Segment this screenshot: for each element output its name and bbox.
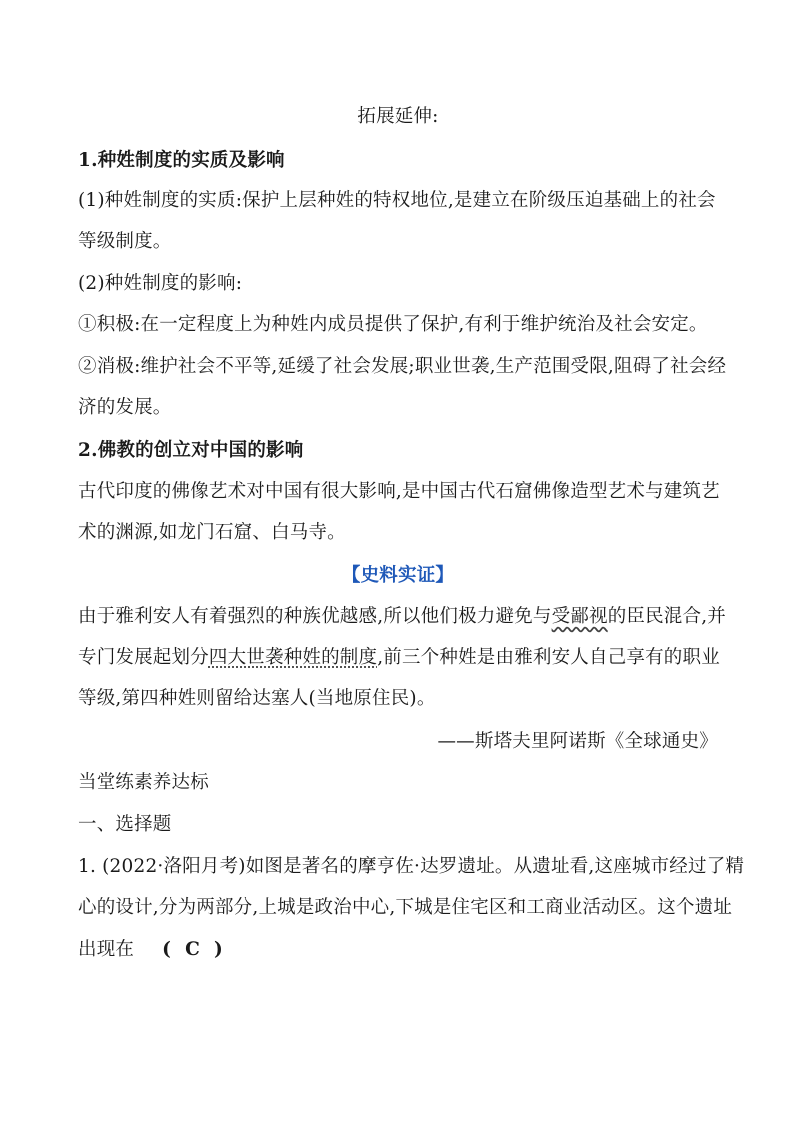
question1-line2: 心的设计,分为两部分,上城是政治中心,下城是住宅区和工商业活动区。这个遗址 (78, 897, 733, 918)
evidence-source: ——斯塔夫里阿诺斯《全球通史》 (437, 731, 718, 752)
section1-paragraph2: (2)种姓制度的影响: (78, 273, 243, 294)
evidence-line1-text-a: 由于雅利安人有着强烈的种族优越感,所以他们极力避免与 (78, 606, 552, 627)
section1-paragraph1-line2: 等级制度。 (78, 231, 172, 252)
evidence-title: 【史料实证】 (341, 565, 455, 586)
section1-paragraph1-line1: (1)种姓制度的实质:保护上层种姓的特权地位,是建立在阶级压迫基础上的社会 (78, 190, 716, 211)
evidence-line2-text-a: 专门发展起划分 (78, 647, 209, 668)
evidence-line2 (78, 645, 718, 671)
evidence-line1-text-b: 的臣民混合,并 (607, 606, 726, 627)
question1-line3 (78, 937, 718, 963)
answer-open-paren: ( (162, 939, 172, 960)
question1-stem-end: 出现在 (78, 939, 135, 960)
section1-paragraph3: ①积极:在一定程度上为种姓内成员提供了保护,有利于维护统治及社会安定。 (78, 314, 708, 335)
section1-paragraph4-line2: 济的发展。 (78, 397, 172, 418)
evidence-line1 (78, 604, 726, 630)
section2-heading: 2.佛教的创立对中国的影响 (78, 440, 304, 461)
evidence-dotted-underline: 四大世袭种姓的制度 (208, 647, 378, 668)
section2-paragraph-line1: 古代印度的佛像艺术对中国有很大影响,是中国古代石窟佛像造型艺术与建筑艺 (78, 481, 720, 502)
answer-letter: C (185, 939, 201, 960)
question1-line1: 1. (2022·洛阳月考)如图是著名的摩亨佐·达罗遗址。从遗址看,这座城市经过了精 (78, 856, 745, 877)
extension-title: 拓展延伸: (357, 106, 439, 127)
evidence-wavy-underline: 受鄙视 (551, 606, 608, 627)
practice-heading: 当堂练素养达标 (78, 772, 209, 793)
answer-bracket (162, 937, 223, 963)
evidence-line3: 等级,第四种姓则留给达塞人(当地原住民)。 (78, 688, 436, 709)
answer-close-paren: ) (214, 939, 223, 960)
section1-paragraph4-line1: ②消极:维护社会不平等,延缓了社会发展;职业世袭,生产范围受限,阻碍了社会经 (78, 356, 727, 377)
section1-heading: 1.种姓制度的实质及影响 (78, 150, 285, 171)
practice-subheading: 一、选择题 (78, 814, 172, 835)
evidence-line2-text-b: ,前三个种姓是由雅利安人自己享有的职业 (377, 647, 720, 668)
section2-paragraph-line2: 术的渊源,如龙门石窟、白马寺。 (78, 522, 346, 543)
